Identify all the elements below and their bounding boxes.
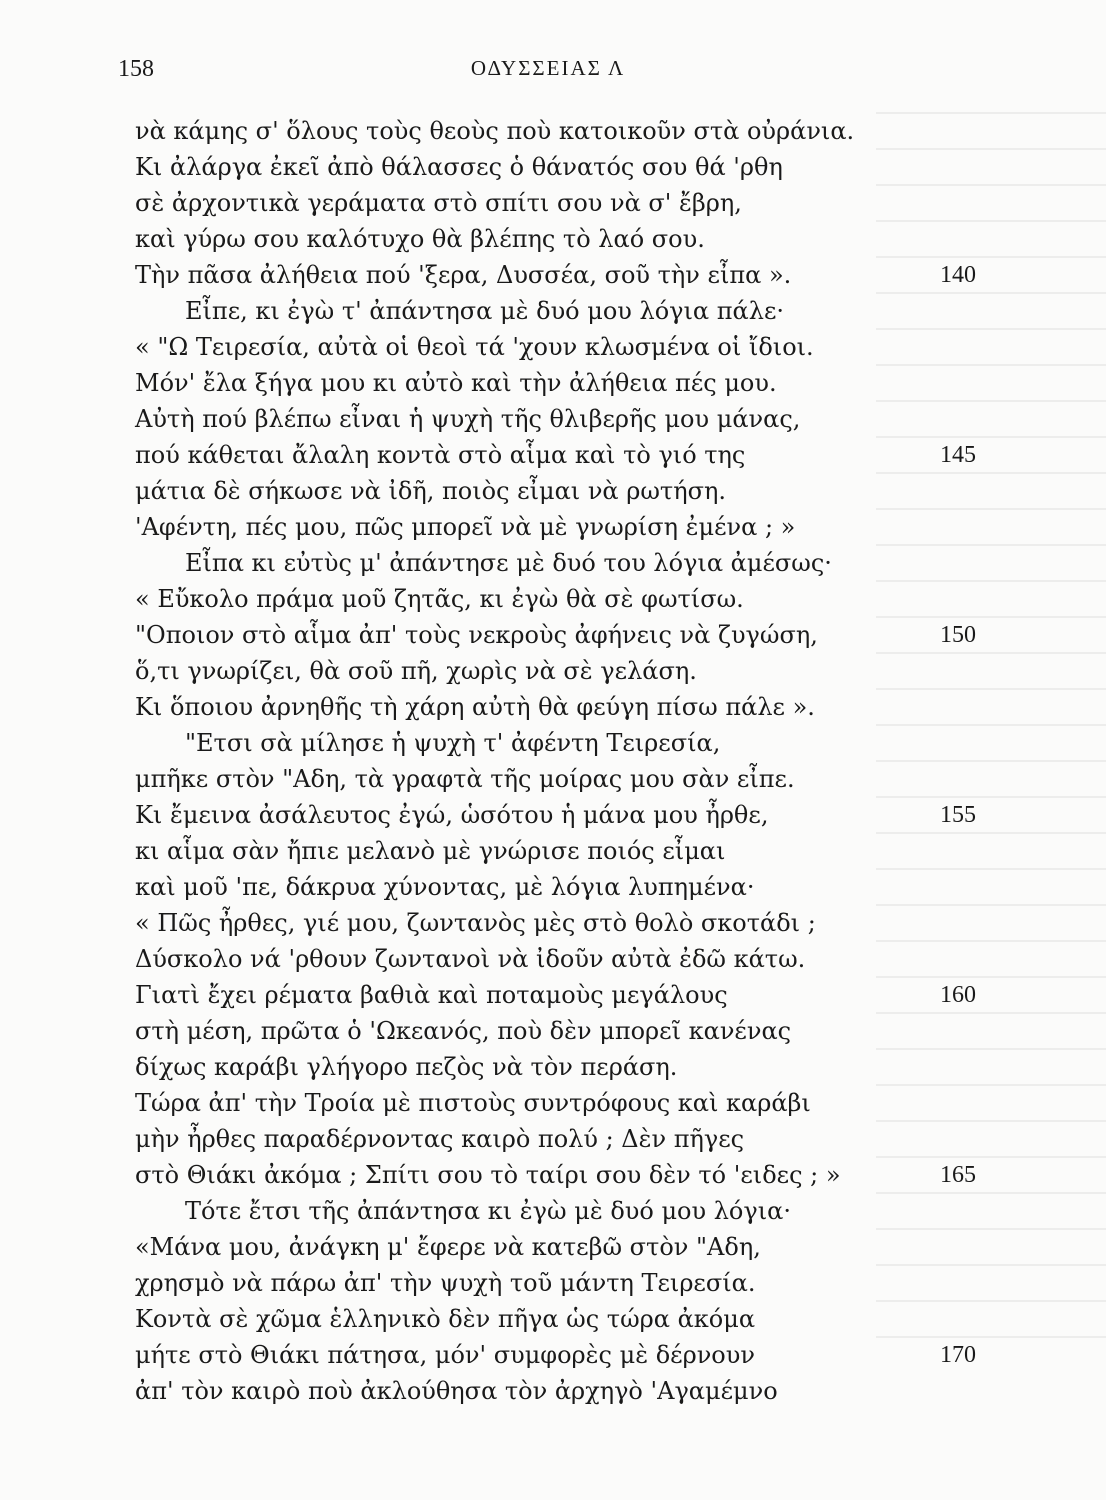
verse-line bbox=[135, 1229, 995, 1265]
verse-text: 'Αφέντη, πές μου, πῶς μπορεῖ νὰ μὲ γνωρίση ἐμένα ; » bbox=[135, 513, 796, 541]
verse-line bbox=[135, 1301, 995, 1337]
verse-text: Μόν' ἔλα ξήγα μου κι αὐτὸ καὶ τὴν ἀλήθεια πές μου. bbox=[135, 369, 777, 397]
verse-text: Εἶπε, κι ἐγὼ τ' ἀπάντησα μὲ δυό μου λόγια πάλε· bbox=[185, 297, 785, 325]
verse-text: μάτια δὲ σήκωσε νὰ ἰδῆ, ποιὸς εἶμαι νὰ ρωτήση. bbox=[135, 477, 726, 505]
verse-line bbox=[135, 653, 995, 689]
verse-line bbox=[135, 1121, 995, 1157]
verse-line bbox=[135, 329, 995, 365]
line-number: 155 bbox=[940, 802, 976, 828]
verse-line bbox=[135, 149, 995, 185]
verse-line bbox=[135, 977, 995, 1013]
verse-text: "Ετσι σὰ μίλησε ἡ ψυχὴ τ' ἀφέντη Τειρεσία, bbox=[185, 729, 721, 757]
verse-text: « Εὔκολο πράμα μοῦ ζητᾶς, κι ἐγὼ θὰ σὲ φωτίσω. bbox=[135, 585, 744, 613]
page-number: 158 bbox=[118, 56, 154, 82]
verse-line bbox=[135, 725, 995, 761]
verse-line bbox=[135, 905, 995, 941]
verse-text: Τώρα ἀπ' τὴν Τροία μὲ πιστοὺς συντρόφους καὶ καράβι bbox=[135, 1089, 811, 1117]
verse-text: στὸ Θιάκι ἀκόμα ; Σπίτι σου τὸ ταίρι σου δὲν τό 'ειδες ; » bbox=[135, 1161, 841, 1189]
verse-line bbox=[135, 833, 995, 869]
verse-text: « Πῶς ἦρθες, γιέ μου, ζωντανὸς μὲς στὸ θολὸ σκοτάδι ; bbox=[135, 909, 816, 937]
verse-line bbox=[135, 581, 995, 617]
verse-text: ἀπ' τὸν καιρὸ ποὺ ἀκλούθησα τὸν ἀρχηγὸ 'Αγαμέμνο bbox=[135, 1377, 778, 1405]
verse-line bbox=[135, 257, 995, 293]
verse-line bbox=[135, 1085, 995, 1121]
verse-text: Εἶπα κι εὐτὺς μ' ἀπάντησε μὲ δυό του λόγια ἀμέσως· bbox=[185, 549, 832, 577]
verse-text: Κι ὅποιου ἀρνηθῆς τὴ χάρη αὐτὴ θὰ φεύγη πίσω πάλε ». bbox=[135, 693, 815, 721]
verse-text: Αὐτὴ πού βλέπω εἶναι ἡ ψυχὴ τῆς θλιβερῆς μου μάνας, bbox=[135, 405, 801, 433]
verse-text: Τότε ἔτσι τῆς ἀπάντησα κι ἐγὼ μὲ δυό μου λόγια· bbox=[185, 1197, 791, 1225]
verse-text: μπῆκε στὸν "Αδη, τὰ γραφτὰ τῆς μοίρας μου σὰν εἶπε. bbox=[135, 765, 795, 793]
verse-line bbox=[135, 1193, 995, 1229]
line-number: 170 bbox=[940, 1342, 976, 1368]
verse-line bbox=[135, 869, 995, 905]
line-number: 160 bbox=[940, 982, 976, 1008]
verse-text: Κι ἀλάργα ἐκεῖ ἀπὸ θάλασσες ὁ θάνατός σου θά 'ρθη bbox=[135, 153, 783, 181]
verse-line bbox=[135, 401, 995, 437]
verse-line bbox=[135, 761, 995, 797]
verse-line bbox=[135, 1373, 995, 1409]
verse-line bbox=[135, 545, 995, 581]
verse-line bbox=[135, 293, 995, 329]
verse-text: Δύσκολο νά 'ρθουν ζωντανοὶ νὰ ἰδοῦν αὐτὰ ἐδῶ κάτω. bbox=[135, 945, 806, 973]
verse-text: κι αἷμα σὰν ἤπιε μελανὸ μὲ γνώρισε ποιός εἶμαι bbox=[135, 837, 726, 865]
running-head bbox=[118, 56, 978, 88]
verse-text: μὴν ἦρθες παραδέρνοντας καιρὸ πολύ ; Δὲν πῆγες bbox=[135, 1125, 745, 1153]
verse-line bbox=[135, 509, 995, 545]
line-number: 150 bbox=[940, 622, 976, 648]
verse-line bbox=[135, 185, 995, 221]
verse-text: πού κάθεται ἄλαλη κοντὰ στὸ αἷμα καὶ τὸ γιό της bbox=[135, 441, 746, 469]
verse-line bbox=[135, 689, 995, 725]
verse-block bbox=[135, 113, 995, 1409]
verse-line bbox=[135, 1157, 995, 1193]
verse-text: μήτε στὸ Θιάκι πάτησα, μόν' συμφορὲς μὲ δέρνουν bbox=[135, 1341, 755, 1369]
verse-text: Γιατὶ ἔχει ρέματα βαθιὰ καὶ ποταμοὺς μεγάλους bbox=[135, 981, 728, 1009]
verse-line bbox=[135, 365, 995, 401]
verse-text: ὅ,τι γνωρίζει, θὰ σοῦ πῆ, χωρὶς νὰ σὲ γελάση. bbox=[135, 657, 697, 685]
verse-line bbox=[135, 1265, 995, 1301]
verse-text: καὶ γύρω σου καλότυχο θὰ βλέπης τὸ λαό σου. bbox=[135, 225, 705, 253]
verse-line bbox=[135, 797, 995, 833]
verse-text: χρησμὸ νὰ πάρω ἀπ' τὴν ψυχὴ τοῦ μάντη Τειρεσία. bbox=[135, 1269, 756, 1297]
verse-line bbox=[135, 941, 995, 977]
line-number: 140 bbox=[940, 262, 976, 288]
verse-text: «Μάνα μου, ἀνάγκη μ' ἔφερε νὰ κατεβῶ στὸν "Αδη, bbox=[135, 1233, 761, 1261]
verse-line bbox=[135, 221, 995, 257]
verse-text: Κι ἔμεινα ἀσάλευτος ἐγώ, ὡσότου ἡ μάνα μου ἦρθε, bbox=[135, 801, 769, 829]
line-number: 165 bbox=[940, 1162, 976, 1188]
verse-line bbox=[135, 113, 995, 149]
verse-text: « "Ω Τειρεσία, αὐτὰ οἱ θεοὶ τά 'χουν κλωσμένα οἱ ἴδιοι. bbox=[135, 333, 814, 361]
line-number: 145 bbox=[940, 442, 976, 468]
verse-text: καὶ μοῦ 'πε, δάκρυα χύνοντας, μὲ λόγια λυπημένα· bbox=[135, 873, 755, 901]
verse-text: "Οποιον στὸ αἷμα ἀπ' τοὺς νεκροὺς ἀφήνεις νὰ ζυγώση, bbox=[135, 621, 818, 649]
verse-text: δίχως καράβι γλήγορο πεζὸς νὰ τὸν περάση. bbox=[135, 1053, 678, 1081]
verse-line bbox=[135, 1013, 995, 1049]
verse-text: στὴ μέση, πρῶτα ὁ 'Ωκεανός, ποὺ δὲν μπορεῖ κανένας bbox=[135, 1017, 792, 1045]
verse-line bbox=[135, 1337, 995, 1373]
verse-line bbox=[135, 437, 995, 473]
verse-text: Τὴν πᾶσα ἀλήθεια πού 'ξερα, Δυσσέα, σοῦ τὴν εἶπα ». bbox=[135, 261, 792, 289]
verse-line bbox=[135, 473, 995, 509]
verse-text: Κοντὰ σὲ χῶμα ἑλληνικὸ δὲν πῆγα ὡς τώρα ἀκόμα bbox=[135, 1305, 756, 1333]
verse-text: νὰ κάμης σ' ὅλους τοὺς θεοὺς ποὺ κατοικοῦν στὰ οὐράνια. bbox=[135, 117, 855, 145]
verse-line bbox=[135, 1049, 995, 1085]
book-title: ΟΔΥΣΣΕΙΑΣ Λ bbox=[470, 56, 626, 80]
verse-line bbox=[135, 617, 995, 653]
verse-text: σὲ ἀρχοντικὰ γεράματα στὸ σπίτι σου νὰ σ' ἔβρη, bbox=[135, 189, 742, 217]
